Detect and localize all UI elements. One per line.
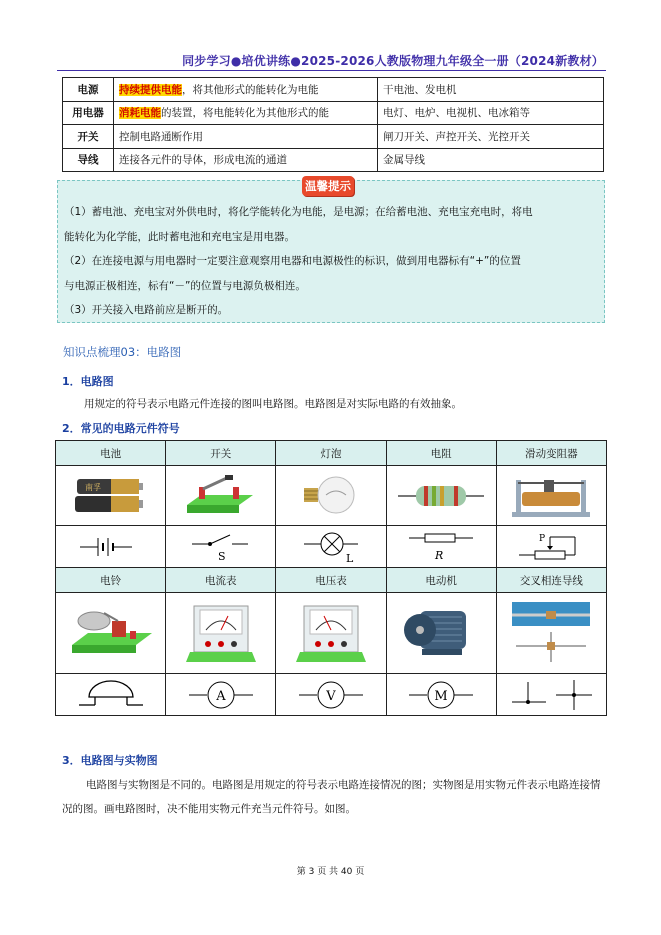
component-name: 电源: [63, 78, 114, 102]
component-examples: 金属导线: [378, 148, 604, 172]
component-name: 开关: [63, 125, 114, 149]
symbol-header: 滑动变阻器: [496, 441, 606, 466]
table-row: [56, 526, 607, 568]
bell-photo: [56, 593, 166, 674]
switch-photo: [166, 466, 276, 526]
section-title: 知识点梳理03：电路图: [63, 345, 182, 359]
switch-symbol: [166, 526, 276, 568]
component-desc: 连接各元件的导体，形成电流的通道: [114, 148, 378, 172]
switch-symbol-label: S: [217, 549, 226, 563]
tip-badge: 温馨提示: [302, 176, 354, 196]
symbol-header: 电铃: [56, 568, 166, 593]
lamp-photo: [276, 466, 386, 526]
battery-photo: [56, 466, 166, 526]
page-number: 第 3 页 共 40 页: [296, 867, 365, 877]
bell-symbol: [56, 674, 166, 716]
table-row: [63, 101, 604, 125]
lamp-symbol: [276, 526, 386, 568]
circuit-components-table: [62, 77, 604, 172]
tip-line: （3）开关接入电路前应是断开的。: [64, 304, 229, 316]
paragraph-diagram-vs-physical: 电路图与实物图是不同的。电路图是用规定的符号表示电路连接情况的图；实物图是用实物元件表示电路连接情况的图。画电路图时，决不能用实物元件充当元件符号。如图。: [62, 779, 601, 815]
rheostat-symbol-label: P: [539, 533, 546, 544]
table-row: [63, 125, 604, 149]
tip-line: （2）在连接电源与用电器时一定要注意观察用电器和电源极性的标识，做到用电器标有“+”的位置: [64, 255, 521, 267]
motor-symbol: [386, 674, 496, 716]
battery-brand-text: 南孚: [84, 482, 101, 492]
page-header: 同步学习●培优讲练●2025-2026人教版物理九年级全一册（2024新教材）: [182, 54, 604, 68]
symbol-header: 灯泡: [276, 441, 386, 466]
header-divider: [57, 70, 606, 71]
crossed-wires-symbol: [496, 674, 606, 716]
component-desc: 持续提供电能，将其他形式的能转化为电能: [114, 78, 378, 102]
battery-symbol: [56, 526, 166, 568]
tip-line: 能转化为化学能，此时蓄电池和充电宝是用电器。: [64, 230, 295, 243]
table-row: [63, 148, 604, 172]
component-name: 导线: [63, 148, 114, 172]
heading-diagram-vs-physical: 3．电路图与实物图: [62, 754, 158, 767]
symbols-table: [55, 440, 607, 716]
voltmeter-symbol-label: V: [326, 688, 336, 704]
ammeter-symbol-label: A: [216, 688, 226, 704]
resistor-symbol-label: R: [435, 548, 444, 562]
component-desc: 控制电路通断作用: [114, 125, 378, 149]
table-row: [56, 568, 607, 593]
component-examples: 闸刀开关、声控开关、光控开关: [378, 125, 604, 149]
symbol-header: 电流表: [166, 568, 276, 593]
tip-line: （1）蓄电池、充电宝对外供电时，将化学能转化为电能，是电源；在给蓄电池、充电宝充电时，将电: [64, 206, 533, 218]
table-row: [56, 441, 607, 466]
motor-symbol-label: M: [434, 688, 448, 704]
tip-box: [57, 180, 605, 323]
resistor-photo: [386, 466, 496, 526]
component-desc: 消耗电能的装置，将电能转化为其他形式的能: [114, 101, 378, 125]
symbol-header: 电池: [56, 441, 166, 466]
symbol-header: 开关: [166, 441, 276, 466]
component-examples: 电灯、电炉、电视机、电冰箱等: [378, 101, 604, 125]
ammeter-symbol: [166, 674, 276, 716]
voltmeter-photo: [276, 593, 386, 674]
rheostat-photo: [496, 466, 606, 526]
table-row: [56, 674, 607, 716]
ammeter-photo: [166, 593, 276, 674]
table-row: [63, 78, 604, 102]
lamp-symbol-label: L: [345, 551, 354, 565]
symbol-header: 交叉相连导线: [496, 568, 606, 593]
symbol-header: 电动机: [386, 568, 496, 593]
crossed-wires-photo: [496, 593, 606, 674]
highlight-text: 消耗电能: [119, 107, 161, 120]
rheostat-symbol: [496, 526, 606, 568]
resistor-symbol: [386, 526, 496, 568]
paragraph-definition: 用规定的符号表示电路元件连接的图叫电路图。电路图是对实际电路的有效抽象。: [84, 398, 462, 410]
heading-symbols: 2．常见的电路元件符号: [62, 422, 180, 435]
component-examples: 干电池、发电机: [378, 78, 604, 102]
table-row: [56, 593, 607, 674]
symbol-header: 电阻: [386, 441, 496, 466]
highlight-text: 持续提供电能: [119, 83, 182, 96]
tip-line: 与电源正极相连，标有“－”的位置与电源负极相连。: [64, 279, 306, 292]
motor-photo: [386, 593, 496, 674]
symbol-header: 电压表: [276, 568, 386, 593]
component-name: 用电器: [63, 101, 114, 125]
table-row: [56, 466, 607, 526]
voltmeter-symbol: [276, 674, 386, 716]
heading-circuit-diagram: 1．电路图: [62, 375, 114, 388]
